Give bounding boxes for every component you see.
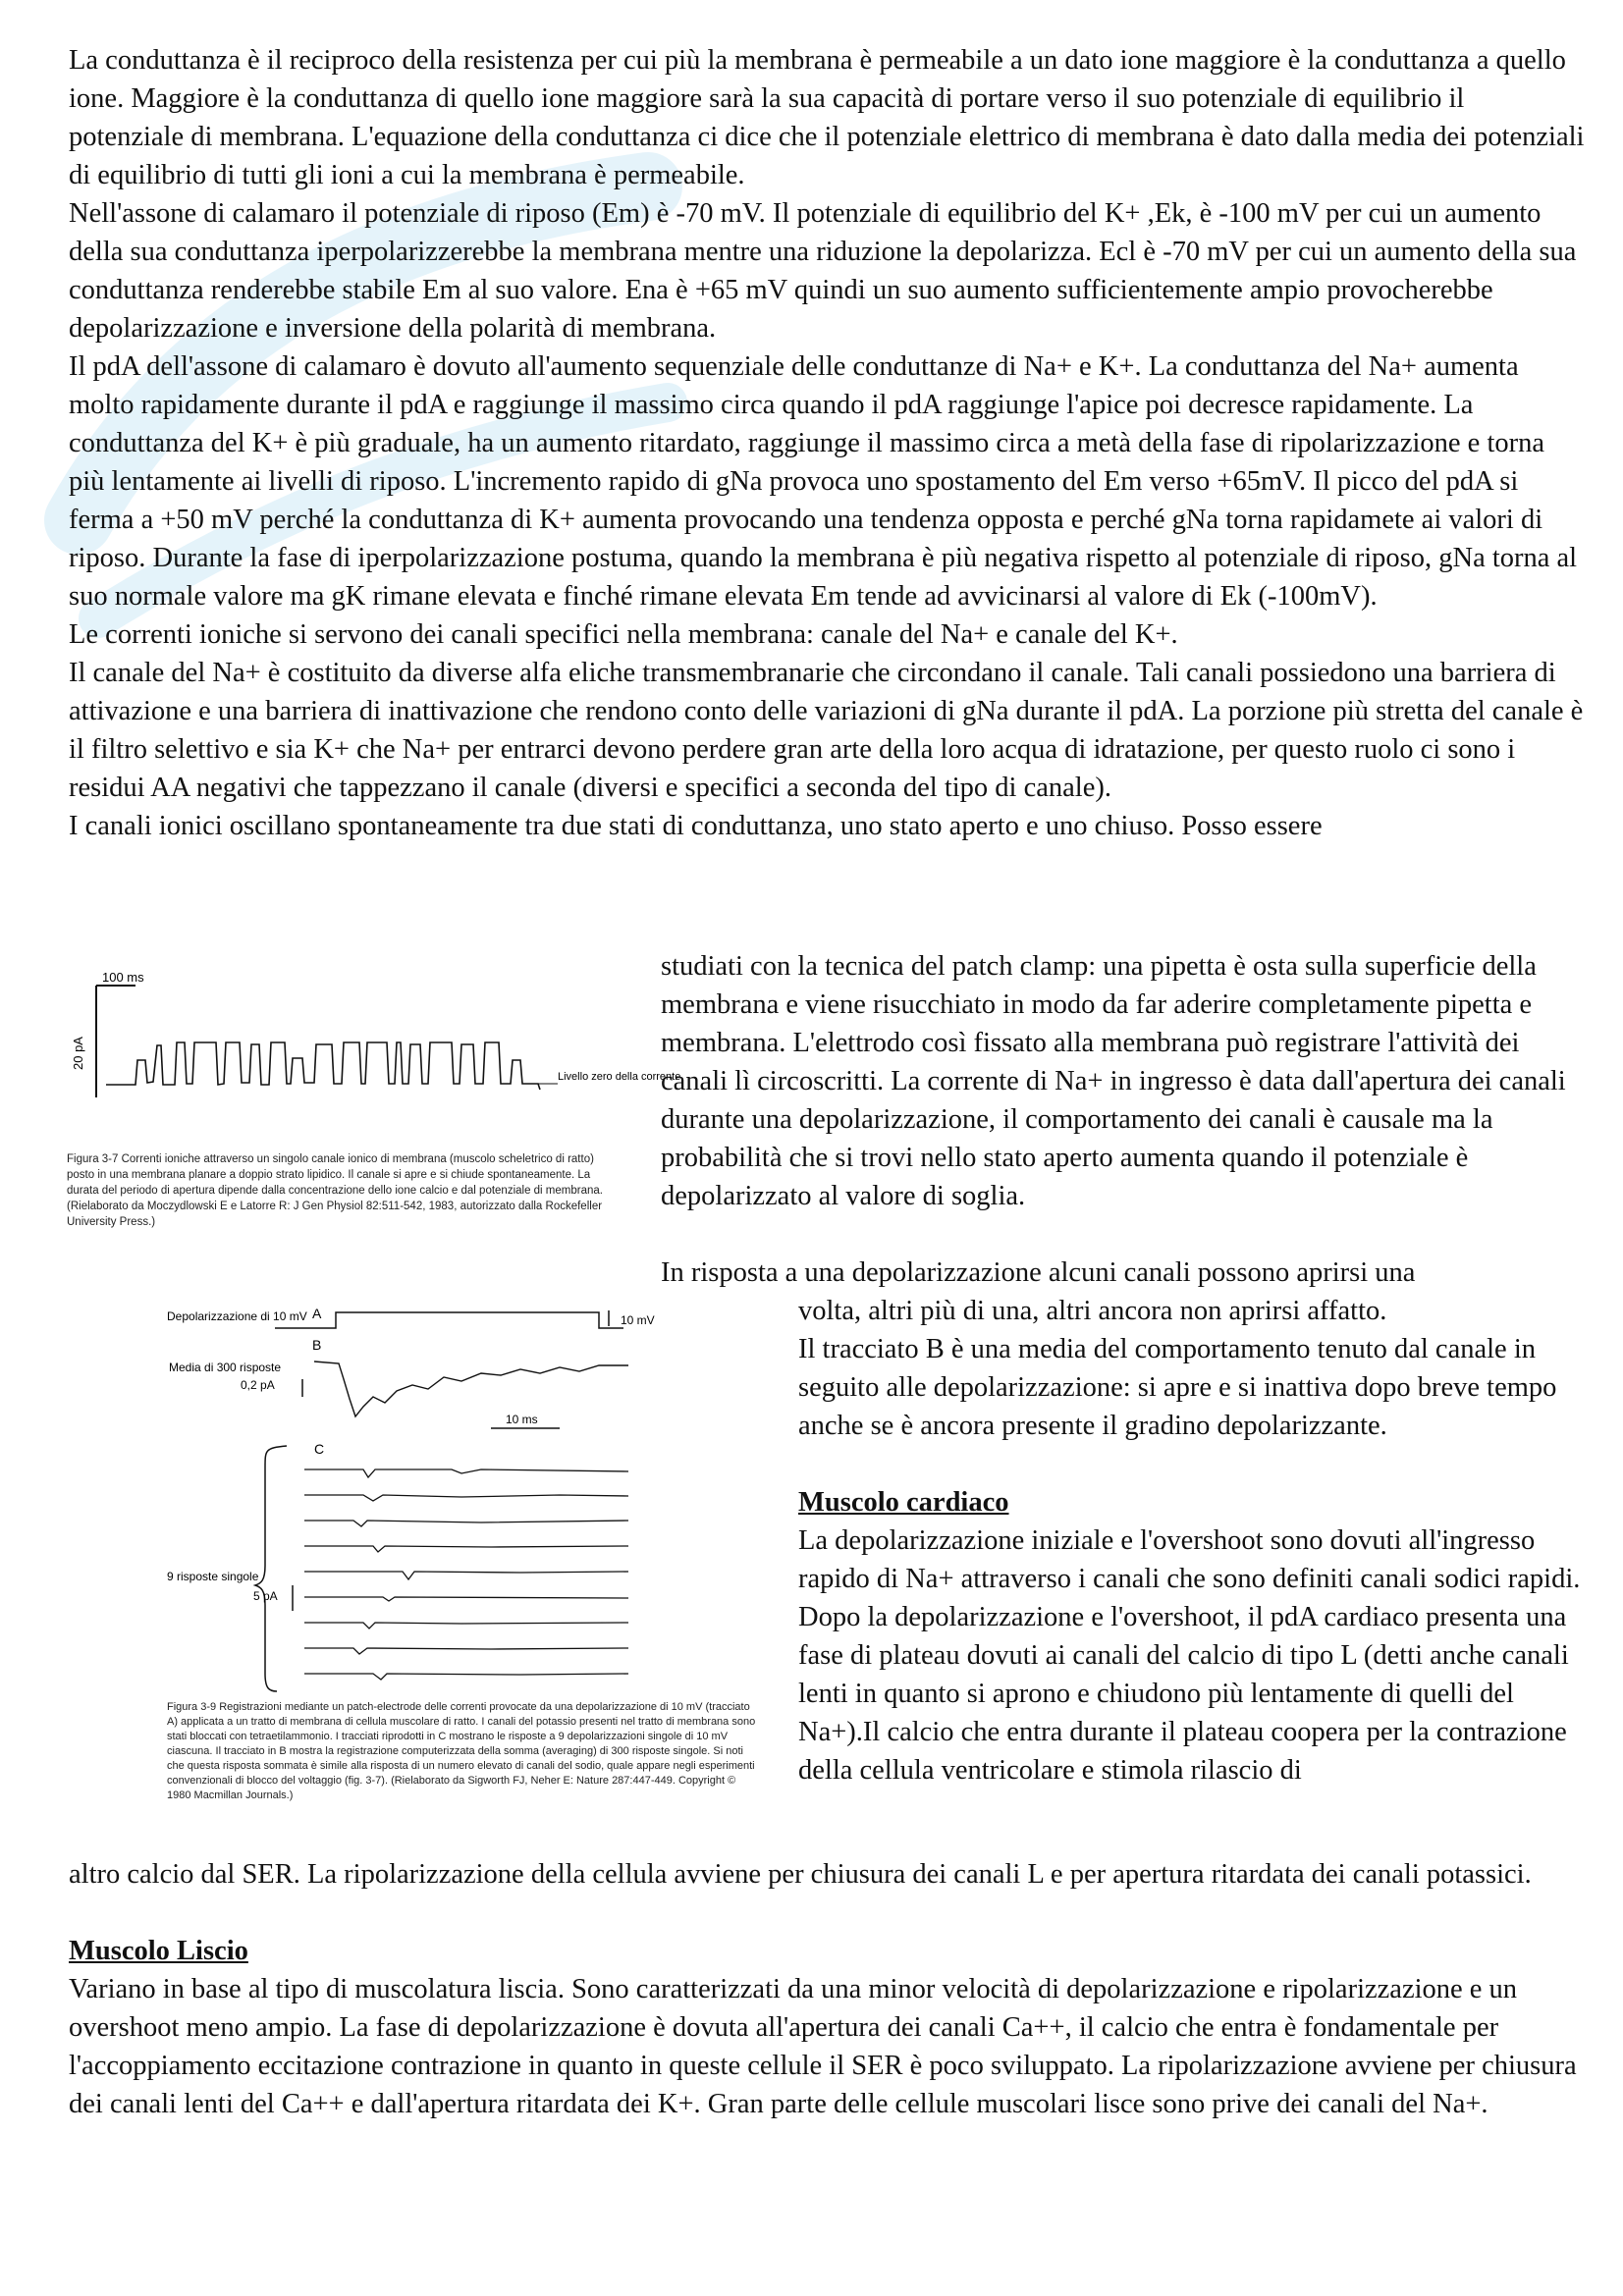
section-title-cardiac: Muscolo cardiaco: [798, 1487, 1009, 1518]
paragraph-sodium-channel: Il canale del Na+ è costituito da diverse alfa eliche transmembranarie che circondano il canale. Tali canali possiedono una barriera di attivazione e una barriera di inattivazione che rendono conto delle variazioni di gNa durante il pdA. La porzione più stretta del canale è il filtro selettivo e sia K+ che Na+ per entrarci devono perdere gran arte della loro acqua di idratazione, per questo ruolo ci sono i residui AA negativi che tappezzano il canale (diversi e specifici a seconda del tipo di canale).: [69, 658, 1584, 803]
amp-scale-label: 20 pA: [71, 1037, 85, 1070]
right-column: [798, 1292, 1584, 1789]
paragraph-depolarization-response-a: In risposta a una depolarizzazione alcuni canali possono aprirsi una: [661, 1257, 1416, 1288]
single-responses-label: 9 risposte singole: [167, 1570, 259, 1583]
single-channel-trace: [67, 970, 681, 1148]
paragraph-conductance: La conduttanza è il reciproco della resistenza per cui più la membrana è permeabile a un dato ione maggiore è la conduttanza a quello ione. Maggiore è la conduttanza di quello ione maggiore sarà la sua capacità di portare verso il suo potenziale di equilibrio il potenziale di membrana. L'equazione della conduttanza ci dice che il potenziale elettrico di membrana è dato dalla media dei potenziali di equilibrio di tutti gli ioni a cui la membrana è permeabile.: [69, 45, 1585, 190]
10mv-label: 10 mV: [621, 1313, 655, 1327]
5pa-label: 5 pA: [253, 1589, 278, 1603]
single-response-traces: [304, 1469, 628, 1680]
paragraph-depolarization-response-b: volta, altri più di una, altri ancora non aprirsi affatto.: [798, 1296, 1387, 1326]
trace-a-label: A: [312, 1306, 322, 1321]
paragraph-ionic-currents: Le correnti ioniche si servono dei canali specifici nella membrana: canale del Na+ e canale del K+.: [69, 619, 1178, 650]
paragraph-cardiac-continued: altro calcio dal SER. La ripolarizzazione della cellula avviene per chiusura dei canali L e per apertura ritardata dei canali potassici.: [69, 1859, 1532, 1890]
trace-b-label: B: [312, 1337, 322, 1353]
patch-electrode-traces: [167, 1301, 795, 1693]
trace-c-label: C: [314, 1441, 325, 1457]
paragraph-channel-states: I canali ionici oscillano spontaneamente tra due stati di conduttanza, uno stato aperto e uno chiuso. Posso essere: [69, 811, 1323, 841]
figure-single-channel: [67, 970, 681, 1281]
10ms-label: 10 ms: [506, 1413, 538, 1426]
paragraph-smooth-muscle: Variano in base al tipo di muscolatura liscia. Sono caratterizzati da una minor velocità di depolarizzazione e ripolarizzazione e un overshoot meno ampio. La fase di depolarizzazione è dovuta all'apertura dei canali Ca++, il calcio che entra è fondamentale per l'accoppiamento eccitazione contrazione in quanto in queste cellule il SER è poco sviluppato. La ripolarizzazione avviene per chiusura dei canali lenti del Ca++ e dall'apertura ritardata dei K+. Gran parte delle cellule muscolari lisce sono prive dei canali del Na+.: [69, 1974, 1577, 2119]
document-page: [69, 41, 1586, 845]
paragraph-cardiac: La depolarizzazione iniziale e l'overshoot sono dovuti all'ingresso rapido di Na+ attraverso i canali che sono definiti canali sodici rapidi. Dopo la depolarizzazione e l'overshoot, il pdA cardiaco presenta una fase di plateau dovuti ai canali del calcio di tipo L (detti anche canali lenti in quanto si aprono e chiudono più lentamente di quelli del Na+).Il calcio che entra durante il plateau coopera per la contrazione della cellula ventricolare e stimola rilascio di: [798, 1525, 1581, 1786]
paragraph-action-potential: Il pdA dell'assone di calamaro è dovuto all'aumento sequenziale delle conduttanze di Na+ e K+. La conduttanza del Na+ aumenta molto rapidamente durante il pdA e raggiunge il massimo circa quando il pdA raggiunge l'apice poi decresce rapidamente. La conduttanza del K+ è più graduale, ha un aumento ritardato, raggiunge il massimo circa a metà della fase di ripolarizzazione e torna più lentamente ai livelli di riposo. L'incremento rapido di gNa provoca uno spostamento del Em verso +65mV. Il picco del pdA si ferma a +50 mV perché la conduttanza di K+ aumenta provocando una tendenza opposta e perché gNa torna rapidamete ai valori di riposo. Durante la fase di iperpolarizzazione postuma, quando la membrana è più negativa rispetto al potenziale di riposo, gNa torna al suo normale valore ma gK rimane elevata e finché rimane elevata Em tende ad avvicinarsi al valore di Ek (-100mV).: [69, 351, 1578, 612]
bottom-text: [69, 1855, 1586, 2123]
mean-label: Media di 300 risposte: [169, 1361, 282, 1374]
figure-patch-electrode: [167, 1301, 795, 1845]
zero-level-label: Livello zero della corrente: [558, 1071, 681, 1083]
figure-1-caption: Figura 3-7 Correnti ioniche attraverso un singolo canale ionico di membrana (muscolo scheletrico di ratto) posto in una membrana planare a doppio strato lipidico. Il canale si apre e si chiude spontaneamente. La durata del periodo di apertura dipende dalla concentrazione dello ione calcio e dal potenziale di membrana. (Rielaborato da Moczydlowski E e Latorre R: J Gen Physiol 82:511-542, 1983, autorizzato dalla Rockefeller University Press.): [67, 1153, 603, 1228]
paragraph-trace-b: Il tracciato B è una media del comportamento tenuto dal canale in seguito alle depolarizzazione: si apre e si inattiva dopo breve tempo anche se è ancora presente il gradino depolarizzante.: [798, 1334, 1557, 1441]
time-scale-label: 100 ms: [102, 970, 144, 985]
figure-2-caption: Figura 3-9 Registrazioni mediante un patch-electrode delle correnti provocate da una depolarizzazione di 10 mV (tracciato A) applicata a un tratto di membrana di cellula muscolare di ratto. I canali del potassio presenti nel tratto di membrana sono stati bloccati con tetraetilammonio. I tracciati riprodotti in C mostrano le risposte a 9 depolarizzazioni singole di 10 mV ciascuna. Il tracciato in B mostra la registrazione computerizzata della somma (averaging) di 300 risposte singole. Si noti che questa risposta sommata è simile alla risposta di un numero elevato di canali del sodio, quale appare negli esperimenti convenzionali di blocco del voltaggio (fig. 3-7). (Rielaborato da Sigworth FJ, Neher E: Nature 287:447-449. Copyright © 1980 Macmillan Journals.): [167, 1701, 756, 1801]
section-title-smooth: Muscolo Liscio: [69, 1936, 248, 1966]
paragraph-patch-clamp: studiati con la tecnica del patch clamp: una pipetta è osta sulla superficie della membrana e viene risucchiato in modo da far aderire completamente pipetta e membrana. L'elettrodo così fissato alla membrana può registrare l'attività dei canali lì circoscritti. La corrente di Na+ in ingresso è data dall'apertura dei canali durante una depolarizzazione, il comportamento dei canali è causale ma la probabilità che si trovi nello stato aperto aumenta quando il potenziale è depolarizzato al valore di soglia.: [661, 951, 1566, 1211]
depolarization-label: Depolarizzazione di 10 mV: [167, 1309, 307, 1323]
02pa-label: 0,2 pA: [241, 1378, 275, 1392]
paragraph-squid-axon: Nell'assone di calamaro il potenziale di riposo (Em) è -70 mV. Il potenziale di equilibrio del K+ ,Ek, è -100 mV per cui un aumento della sua conduttanza iperpolarizzerebbe la membrana mentre una riduzione la depolarizza. Ecl è -70 mV per cui un aumento della sua conduttanza renderebbe stabile Em al suo valore. Ena è +65 mV quindi un suo aumento sufficientemente ampio provocherebbe depolarizzazione e inversione della polarità di membrana.: [69, 198, 1577, 344]
